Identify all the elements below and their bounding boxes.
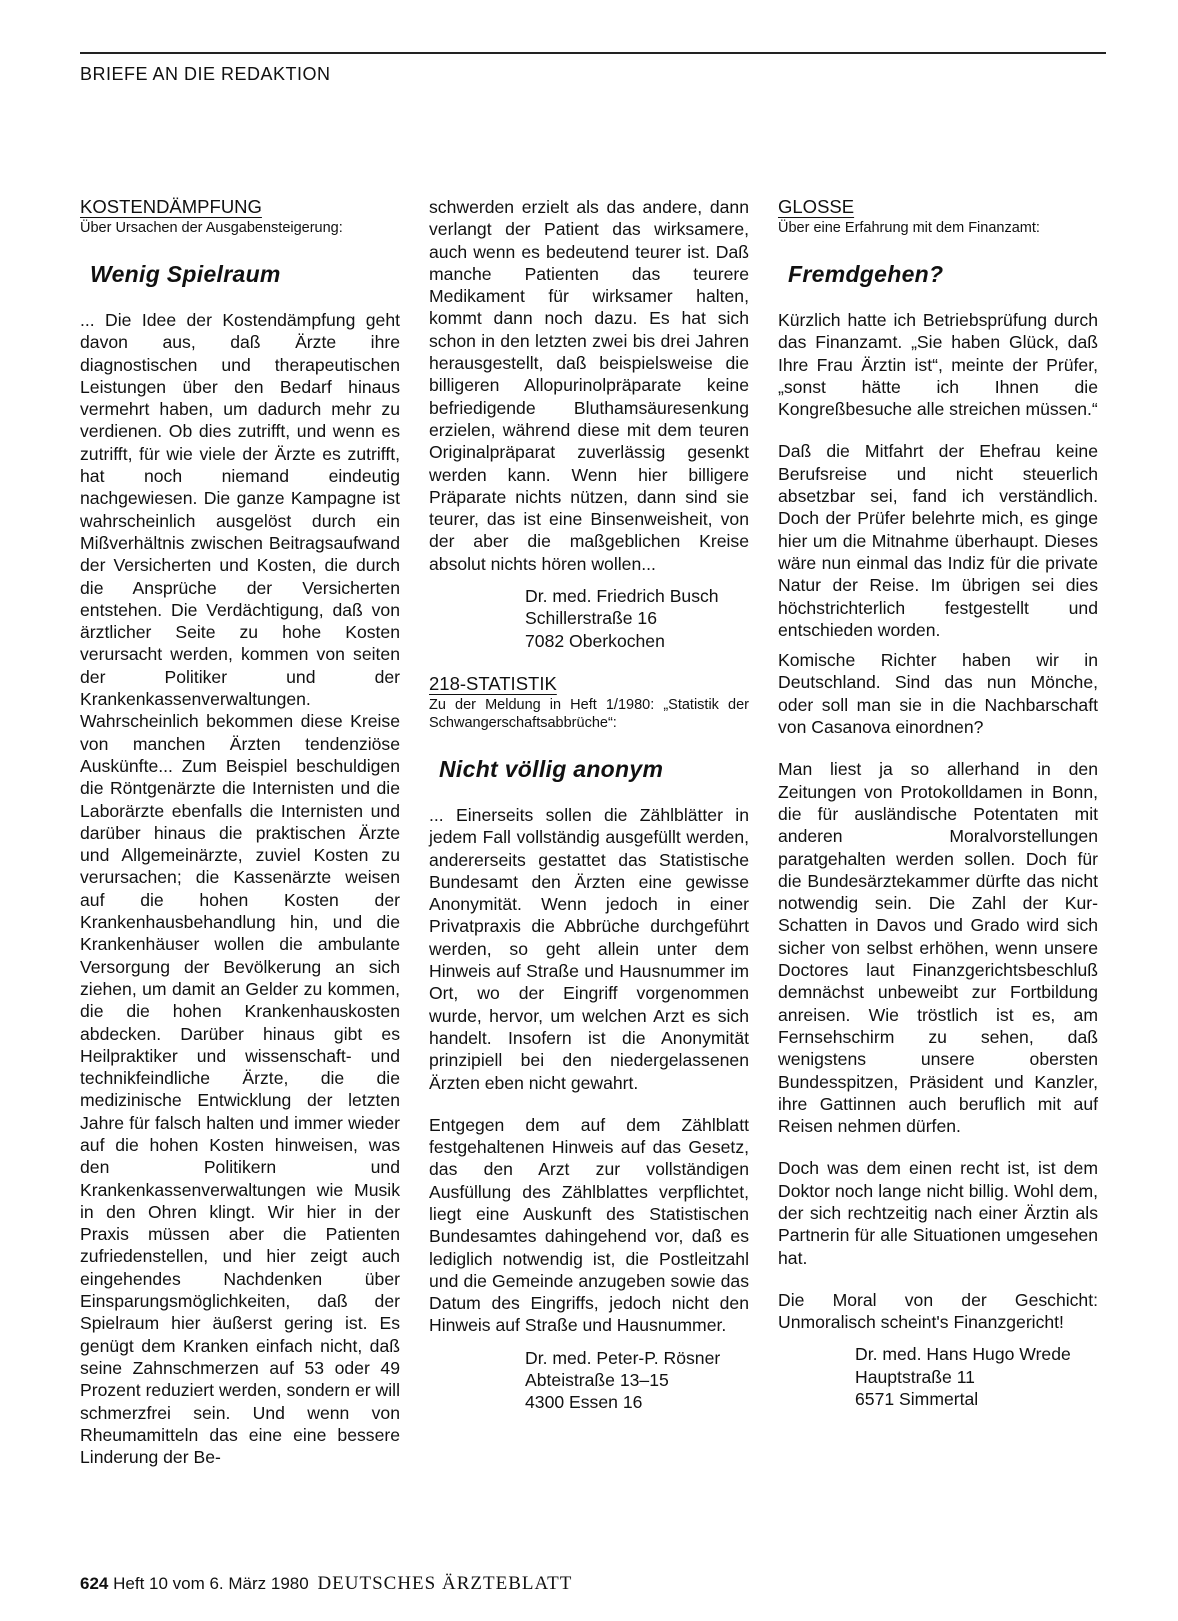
column-3 — [778, 195, 1098, 1410]
kicker-glosse: GLOSSE — [778, 196, 855, 217]
signature-roesner — [525, 1347, 749, 1414]
signature-line: Dr. med. Hans Hugo Wrede — [855, 1344, 1071, 1365]
article-paragraph: Entgegen dem auf dem Zählblatt festgehaltenen Hinweis auf das Gesetz, das den Arzt zur vollständigen Ausfüllung des Zählblattes verpflichtet, liegt eine Auskunft des Statistischen Bundesamtes dahingehend vor, daß es lediglich notwendig ist, die Postleitzahl und die Gemeinde anzugeben sowie das Datum des Eingriffs, jedoch nicht den Hinweis auf Straße und Hausnummer. — [429, 1114, 749, 1336]
issue-info: Heft 10 vom 6. März 1980 — [113, 1574, 309, 1593]
article-title-nicht-voellig-anonym: Nicht völlig anonym — [439, 755, 664, 782]
signature-line: Dr. med. Friedrich Busch — [525, 586, 719, 607]
subheading-meldung: Zu der Meldung in Heft 1/1980: „Statistik der Schwangerschaftsabbrüche“: — [429, 696, 749, 731]
article-paragraph: ... Einerseits sollen die Zählblätter in jedem Fall vollständig ausgefüllt werden, andererseits gestattet das Statistische Bundesamt den Ärzten eine gewisse Anonymität. Wenn jedoch in einer Privatpraxis die Abbrüche durchgeführt werden, so geht allein unter dem Hinweis auf Straße und Hausnummer im Ort, wo der Eingriff vorgenommen wurde, hervor, um welchen Arzt es sich handelt. Insofern ist die Anonymität prinzipiell bei den niedergelassenen Ärzten eben nicht gewahrt. — [429, 804, 749, 1093]
article-paragraph: Daß die Mitfahrt der Ehefrau keine Berufsreise und nicht steuerlich absetzbar sei, fand ich verständlich. Doch der Prüfer belehrte mich, es ginge hier um die Mitnahme überhaupt. Dieses wäre nun einmal das Indiz für die private Natur der Reise. Im übrigen sei dies höchstrichterlich festgestellt und entschieden worden. — [778, 441, 1098, 640]
column-1 — [80, 195, 400, 1468]
signature-line: Schillerstraße 16 — [525, 608, 658, 629]
signature-line: 6571 Simmertal — [855, 1389, 979, 1410]
article-paragraph: Doch was dem einen recht ist, ist dem Doktor noch lange nicht billig. Wohl dem, der sich rechtzeitig nach einer Ärztin als Partnerin für alle Situationen umgesehen hat. — [778, 1158, 1098, 1268]
page-footer — [80, 1573, 572, 1595]
article-paragraph: Die Moral von der Geschicht: Unmoralisch scheint's Finanzgericht! — [778, 1289, 1098, 1333]
signature-line: 4300 Essen 16 — [525, 1392, 643, 1413]
column-2 — [429, 196, 749, 1414]
journal-name: DEUTSCHES ÄRZTEBLATT — [317, 1573, 573, 1594]
signature-wrede — [855, 1343, 1098, 1410]
signature-line: 7082 Oberkochen — [525, 630, 665, 651]
article-title-wenig-spielraum: Wenig Spielraum — [90, 261, 281, 287]
article-title-fremdgehen: Fremdgehen? — [788, 261, 944, 287]
signature-line: Abteistraße 13–15 — [525, 1370, 669, 1391]
subheading-finanzamt: Über eine Erfahrung mit dem Finanzamt: — [778, 220, 1040, 236]
section-header: BRIEFE AN DIE REDAKTION — [80, 64, 331, 84]
article-paragraph: Man liest ja so allerhand in den Zeitungen von Protokolldamen in Bonn, die für ausländische Potentaten mit anderen Moralvorstellungen paratgehalten werden sollen. Doch für die Bundesärztekammer dürfte das nicht notwendig sein. Die Zahl der Kur-Schatten in Davos und Grado wird sich sicher von selbst erhöhen, wenn unsere Doctores laut Finanzgerichtsbeschluß demnächst unbeweibt zur Fortbildung anreisen. Wie tröstlich ist es, am Fernsehschirm zu sehen, daß wenigstens unsere obersten Bundesspitzen, Präsident und Kanzler, ihre Gattinnen auch beruflich mit auf Reisen nehmen dürfen. — [778, 759, 1098, 1137]
signature-busch — [525, 585, 749, 652]
header-rule — [80, 52, 1106, 54]
signature-line: Dr. med. Peter-P. Rösner — [525, 1347, 721, 1368]
article-body-wenig-spielraum: ... Die Idee der Kostendämpfung geht davon aus, daß Ärzte ihre diagnostischen und therapeutischen Leistungen über den Bedarf hinaus vermehrt haben, um dadurch mehr zu verdienen. Ob dies zutrifft, und wenn es zutrifft, für wie viele der Ärzte es zutrifft, hat noch niemand eindeutig nachgewiesen. Die ganze Kampagne ist wahrscheinlich ausgelöst durch ein Mißverhältnis zwischen Beitragsaufwand der Versicherten und Kosten, die durch die Ansprüche der Versicherten entstehen. Die Verdächtigung, daß von ärztlicher Seite zu hohe Kosten verursacht werden, kommen von seiten der Politiker und der Krankenkassenverwaltungen. Wahrscheinlich bekommen diese Kreise von manchen Ärzten tendenziöse Auskünfte... Zum Beispiel beschuldigen die Röntgenärzte die Internisten und die Laborärzte ebenfalls die Internisten und darüber hinaus die praktischen Ärzte und Allgemeinärzte, zuviel Kosten zu verursachen; die Kassenärzte weisen auf die hohen Kosten der Krankenhausbehandlung hin, und die Krankenhäuser wollen die ambulante Versorgung der Bevölkerung an sich ziehen, um damit an Gelder zu kommen, die die hohen Krankenhauskosten abdecken. Darüber hinaus gibt es Heilpraktiker und wissenschaft- und technikfeindliche Ärzte, die die medizinische Entwicklung der letzten Jahre für falsch halten und immer wieder auf die hohen Kosten hinweisen, was den Politikern und Krankenkassenverwaltungen wie Musik in den Ohren klingt. Wir hier in der Praxis müssen aber die Patienten zufriedenstellen, und hier zeigt auch eingehendes Nachdenken über Einsparungsmöglichkeiten, daß der Spielraum hier äußerst gering ist. Es genügt dem Kranken einfach nicht, daß seine Zahnschmerzen auf 53 oder 49 Prozent reduziert werden, sondern er will schmerzfrei sein. Und wenn von Rheumamitteln das eine eine bessere Linderung der Be- — [80, 310, 400, 1468]
article-paragraph: Komische Richter haben wir in Deutschland. Sind das nun Mönche, oder soll man sie in die Nachbarschaft von Casanova einordnen? — [778, 650, 1098, 738]
article-body-continuation: schwerden erzielt als das andere, dann verlangt der Patient das wirksamere, auch wenn es bedeutend teurer ist. Daß manche Patienten das teurere Medikament für wirksamer halten, kommt dann noch dazu. Es hat sich schon in den letzten zwei bis drei Jahren herausgestellt, daß beispielsweise die billigeren Allopurinolpräparate keine befriedigende Bluthamsäuresenkung erzielen, während diese mit dem teuren Originalpräparat zuverlässig gesenkt werden kann. Wenn hier billigere Präparate nichts nützen, dann sind sie teurer, das ist eine Binsenweisheit, von der aber die maßgeblichen Kreise absolut nichts hören wollen... — [429, 197, 749, 574]
article-paragraph: Kürzlich hatte ich Betriebsprüfung durch das Finanzamt. „Sie haben Glück, daß Ihre Frau Ärztin ist“, meinte der Prüfer, „sonst hätte ich Ihnen die Kongreßbesuche alle streichen müssen.“ — [778, 310, 1098, 420]
kicker-kostendaempfung: KOSTENDÄMPFUNG — [80, 196, 262, 217]
kicker-218-statistik: 218-STATISTIK — [429, 672, 557, 694]
page-number: 624 — [80, 1574, 109, 1593]
subheading-ausgabensteigerung: Über Ursachen der Ausgabensteigerung: — [80, 220, 343, 236]
signature-line: Hauptstraße 11 — [855, 1366, 975, 1387]
